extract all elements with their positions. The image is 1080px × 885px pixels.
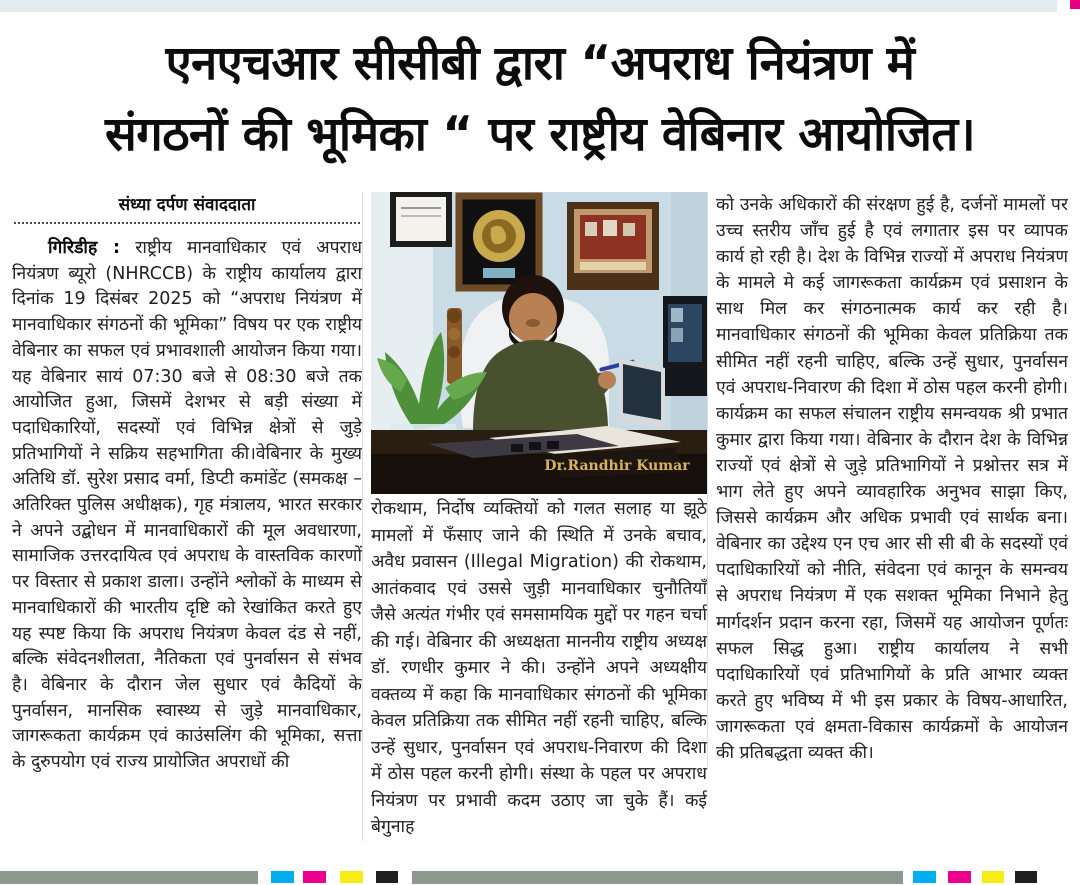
dateline: गिरिडीह : xyxy=(48,238,120,258)
column-2 xyxy=(362,192,707,841)
column-3 xyxy=(707,192,1068,766)
article-columns xyxy=(12,192,1068,870)
sage-bar-left xyxy=(0,871,258,884)
emblem-frame xyxy=(459,196,539,288)
wooden-carving xyxy=(447,308,462,384)
photo-illustration xyxy=(371,192,707,494)
article-paragraph-1 xyxy=(12,236,362,776)
yellow-print-mark xyxy=(340,871,363,883)
article-paragraph-3: को उनके अधिकारों की संरक्षण हुई है, दर्जनों मामलों पर उच्च स्तरीय जाँच हुई है एवं लगातार इस पर व्यापक कार्य हो रही है। देश के विभिन्न राज्यों में अपराध नियंत्रण के मामले मे कई जागरूकता कार्यक्रम एवं प्रसाशन के साथ मिल कर संगठनात्मक कार्य कर रही है। मानवाधिकार संगठनों की भूमिका केवल प्रतिक्रिया तक सीमित नहीं रहनी चाहिए, बल्कि उन्हें सुधार, पुनर्वासन एवं अपराध-निवारण की दिशा में ठोस पहल करनी होगी। कार्यक्रम का सफल संचालन राष्ट्रीय समन्वयक श्री प्रभात कुमार द्वारा किया गया। वेबिनार के दौरान देश के विभिन्न राज्यों एवं क्षेत्रों से जुड़े प्रतिभागियों ने प्रश्नोत्तर सत्र में भाग लेते हुए अपने व्यावहारिक अनुभव साझा किए, जिससे कार्यक्रम और अधिक प्रभावी एवं सार्थक बना। वेबिनार का उद्देश्य एन एच आर सी सी बी के सदस्यों एवं पदाधिकारियों को नीति, संवेदना एवं कानून के समन्वय से अपराध नियंत्रण में एक सशक्त भूमिका निभाने हेतु मार्गदर्शन प्रदान करना रहा, जिसमें यह आयोजन पूर्णतः सफल सिद्ध हुआ। राष्ट्रीय कार्यालय ने सभी पदाधिकारियों एवं प्रतिभागियों के प्रति आभार व्यक्त करते हुए भविष्य में भी इस प्रकार के विषय-आधारित, जागरूकता एवं क्षमता-विकास कार्यक्रमों के आयोजन की प्रतिबद्धता व्यक्त की। xyxy=(716,195,1068,763)
nameplate-text: Dr.Randhir Kumar xyxy=(544,458,690,474)
magenta-print-mark-2 xyxy=(948,871,971,883)
headline-line-2: संगठनों की भूमिका “ पर राष्ट्रीय वेबिनार आयोजित। xyxy=(104,107,976,162)
black-print-mark xyxy=(376,871,398,883)
certificate-frame xyxy=(393,194,449,244)
column-1 xyxy=(12,192,362,776)
article-paragraph-2: रोकथाम, निर्दोष व्यक्तियों को गलत सलाह या झूठे मामलों में फँसाए जाने की स्थिति में उनके बचाव, अवैध प्रवासन (Illegal Migration) की रोकथाम, आतंकवाद एवं उससे जुड़ी मानवाधिकार चुनौतियाँ जैसे अत्यंत गंभीर एवं समसामयिक मुद्दों पर गहन चर्चा की गई। वेबिनार की अध्यक्षता माननीय राष्ट्रीय अध्यक्ष डॉ. रणधीर कुमार ने की। उन्होंने अपने अध्यक्षीय वक्तव्य में कहा कि मानवाधिकार संगठनों की भूमिका केवल प्रतिक्रिया तक सीमित नहीं रहनी चाहिए, बल्कि उन्हें सुधार, पुनर्वासन एवं अपराध-निवारण की दिशा में ठोस पहल करनी होगी। संस्था के पहल पर अपराध नियंत्रण पर प्रभावी कदम उठाए जा चुके हैं। कई बेगुनाह xyxy=(371,499,707,837)
headline-line-1: एनएचआर सीसीबी द्वारा “अपराध नियंत्रण में xyxy=(165,36,915,91)
yellow-print-mark-2 xyxy=(982,871,1004,883)
wall-picture-frame xyxy=(567,202,659,290)
headline xyxy=(0,28,1080,170)
byline-divider xyxy=(14,222,360,224)
magenta-print-mark xyxy=(1070,0,1080,9)
laptop xyxy=(619,358,665,428)
black-print-mark-2 xyxy=(1015,871,1037,883)
sage-bar-right xyxy=(412,871,903,884)
paragraph-1-text: राष्ट्रीय मानवाधिकार एवं अपराध नियंत्रण ब्यूरो (NHRCCB) के राष्ट्रीय कार्यालय द्वारा दिनांक 19 दिसंबर 2025 को “अपराध नियंत्रण में मानवाधिकार संगठनों की भूमिका” विषय पर एक राष्ट्रीय वेबिनार का सफल एवं प्रभावशाली आयोजन किया गया। यह वेबिनार सायं 07:30 बजे से 08:30 बजे तक आयोजित हुआ, जिसमें देशभर से बड़ी संख्या में पदाधिकारियों, सदस्यों एवं विभिन्न क्षेत्रों से जुड़े प्रतिभागियों ने सक्रिय सहभागिता की।वेबिनार के मुख्य अतिथि डॉ. सुरेश प्रसाद वर्मा, डिप्टी कमांडेंट (समकक्ष – अतिरिक्त पुलिस अधीक्षक), गृह मंत्रालय, भारत सरकार ने अपने उद्बोधन में मानवाधिकारों की मूल अवधारणा, सामाजिक उत्तरदायित्व एवं अपराध के वास्तविक कारणों पर विस्तार से प्रकाश डाला। उन्होंने श्लोकों के माध्यम से मानवाधिकारों की भारतीय दृष्टि को रेखांकित करते हुए यह स्पष्ट किया कि अपराध नियंत्रण केवल दंड से नहीं, बल्कि संवेदनशीलता, नैतिकता एवं पुनर्वासन से संभव है। वेबिनार के दौरान जेल सुधार एवं कैदियों के पुनर्वासन, मानसिक स्वास्थ्य से जुड़े मानवाधिकार, जागरूकता कार्यक्रम एवं काउंसलिंग की भूमिका, सत्ता के दुरुपयोग एवं राज्य प्रायोजित अपराधों की xyxy=(12,238,362,773)
cyan-print-mark xyxy=(271,871,294,883)
cyan-print-mark-2 xyxy=(913,871,936,883)
monitor xyxy=(663,296,707,396)
top-scan-band xyxy=(0,0,1057,12)
bottom-print-strip xyxy=(0,871,1080,884)
magenta-print-mark xyxy=(303,871,326,883)
article-photo xyxy=(371,192,707,494)
byline: संध्या दर्पण संवाददाता xyxy=(118,195,256,215)
